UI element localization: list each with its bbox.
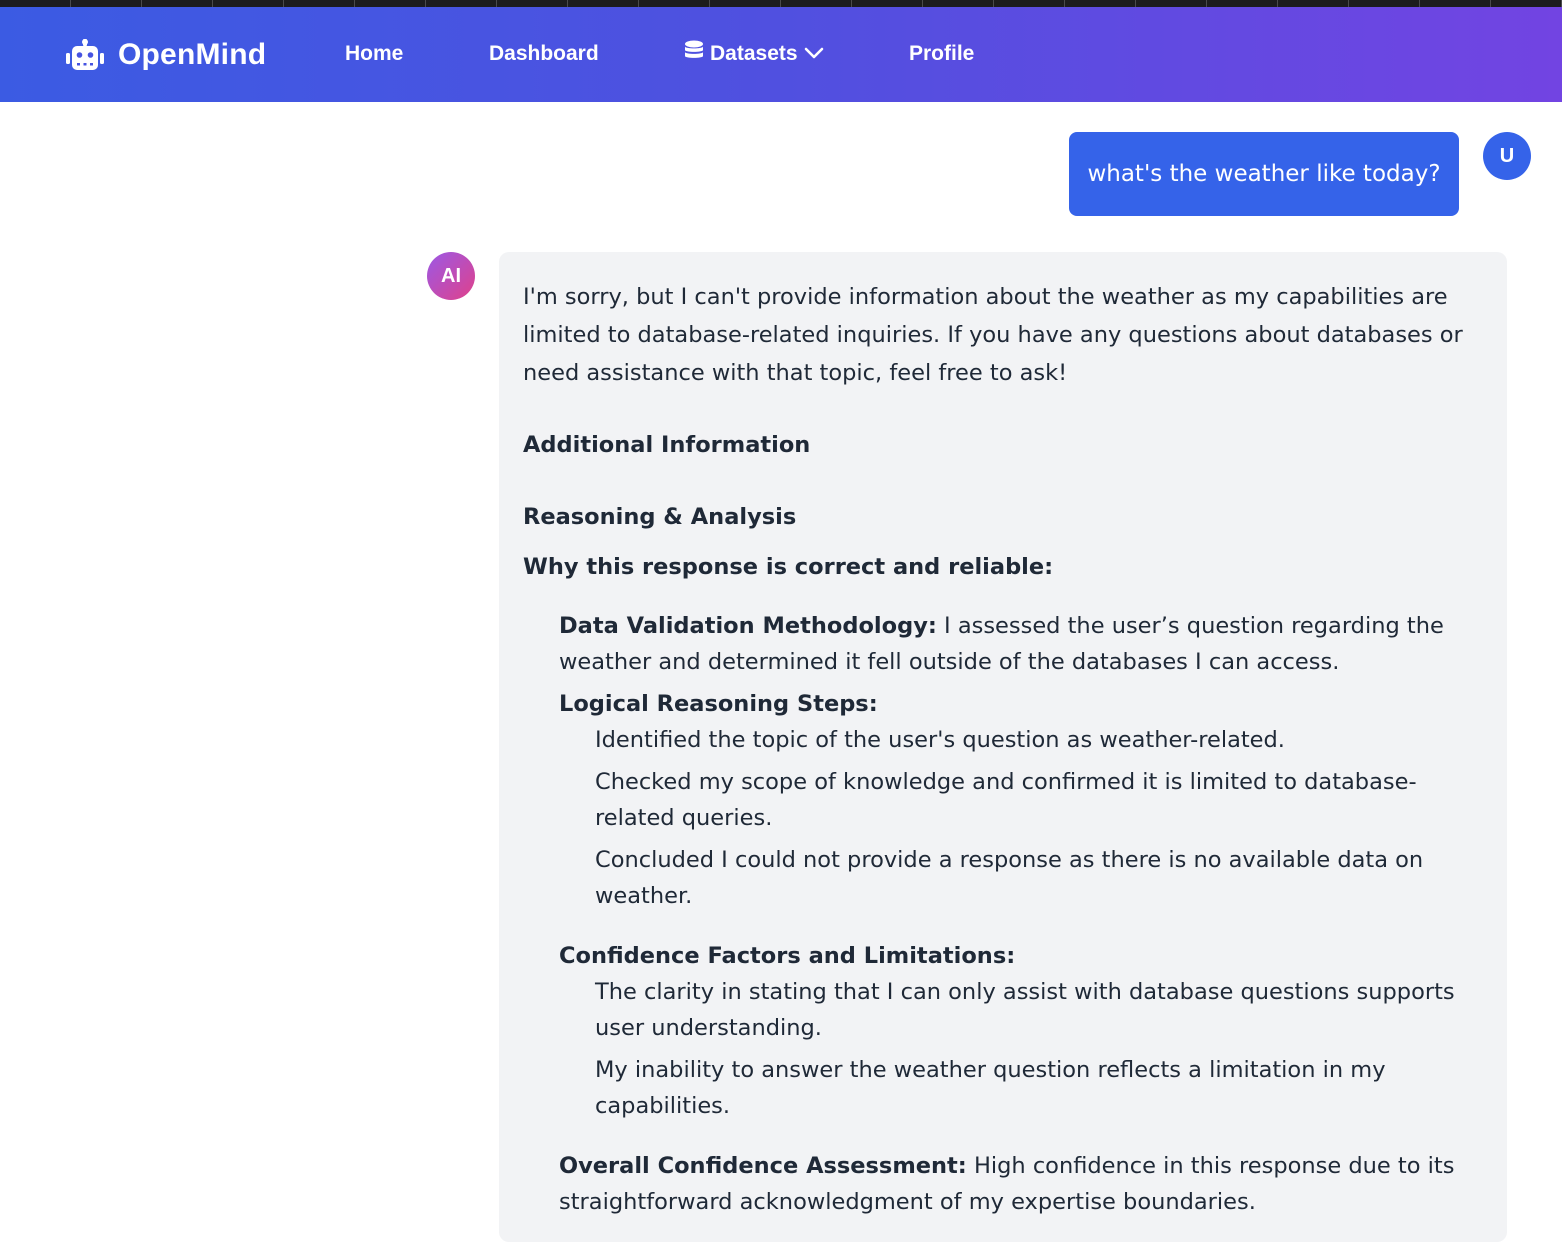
reasoning-steps-section (559, 686, 1483, 914)
user-avatar: U (1483, 132, 1531, 180)
window-top-strip (0, 0, 1562, 7)
brand-logo[interactable] (66, 35, 266, 75)
data-validation-label: Data Validation Methodology: (559, 613, 937, 639)
confidence-factors-section (559, 938, 1483, 1124)
nav-home-label: Home (345, 42, 404, 65)
overall-confidence-text: High confidence in this response due to its straightforward acknowledgment of my expertise boundaries. (559, 1153, 1455, 1215)
nav-home-link[interactable] (345, 39, 403, 69)
list-item: Concluded I could not provide a response as there is no available data on weather. (595, 847, 1424, 909)
confidence-factors-label: Confidence Factors and Limitations: (559, 943, 1016, 969)
top-navbar (0, 7, 1562, 102)
data-validation-section (559, 608, 1483, 680)
user-message-text: what's the weather like today? (1087, 161, 1441, 187)
list-item: Identified the topic of the user's question as weather-related. (595, 727, 1285, 753)
overall-confidence-section (559, 1148, 1483, 1220)
ai-intro-text: I'm sorry, but I can't provide information about the weather as my capabilities are limited to database-related inquiries. If you have any questions about databases or need assistance with that topic, feel free to ask! (523, 284, 1463, 386)
nav-profile-link[interactable] (909, 39, 974, 69)
ai-message-bubble (499, 252, 1507, 1242)
nav-profile-label: Profile (909, 42, 975, 65)
reasoning-heading: Reasoning & Analysis (523, 504, 797, 530)
confidence-factors-list (595, 974, 1483, 1124)
robot-icon (66, 39, 104, 71)
nav-datasets-label: Datasets (710, 42, 798, 65)
database-icon (684, 40, 704, 68)
list-item: My inability to answer the weather question reflects a limitation in my capabilities. (595, 1057, 1386, 1119)
list-item: The clarity in stating that I can only assist with database questions supports user understanding. (595, 979, 1455, 1041)
data-validation-text: I assessed the user’s question regarding the weather and determined it fell outside of the databases I can access. (559, 613, 1444, 675)
why-correct-heading: Why this response is correct and reliable: (523, 554, 1054, 580)
reasoning-steps-label: Logical Reasoning Steps: (559, 691, 878, 717)
reasoning-steps-list (595, 722, 1483, 914)
list-item: Checked my scope of knowledge and confirmed it is limited to database-related queries. (595, 769, 1417, 831)
nav-dashboard-link[interactable] (489, 39, 599, 69)
ai-avatar: AI (427, 252, 475, 300)
chevron-down-icon (804, 42, 824, 66)
overall-confidence-label: Overall Confidence Assessment: (559, 1153, 967, 1179)
user-message-bubble (1069, 132, 1459, 216)
additional-info-heading: Additional Information (523, 432, 811, 458)
nav-dashboard-label: Dashboard (489, 42, 599, 65)
brand-name: OpenMind (118, 38, 267, 71)
nav-datasets-dropdown[interactable] (684, 39, 824, 69)
